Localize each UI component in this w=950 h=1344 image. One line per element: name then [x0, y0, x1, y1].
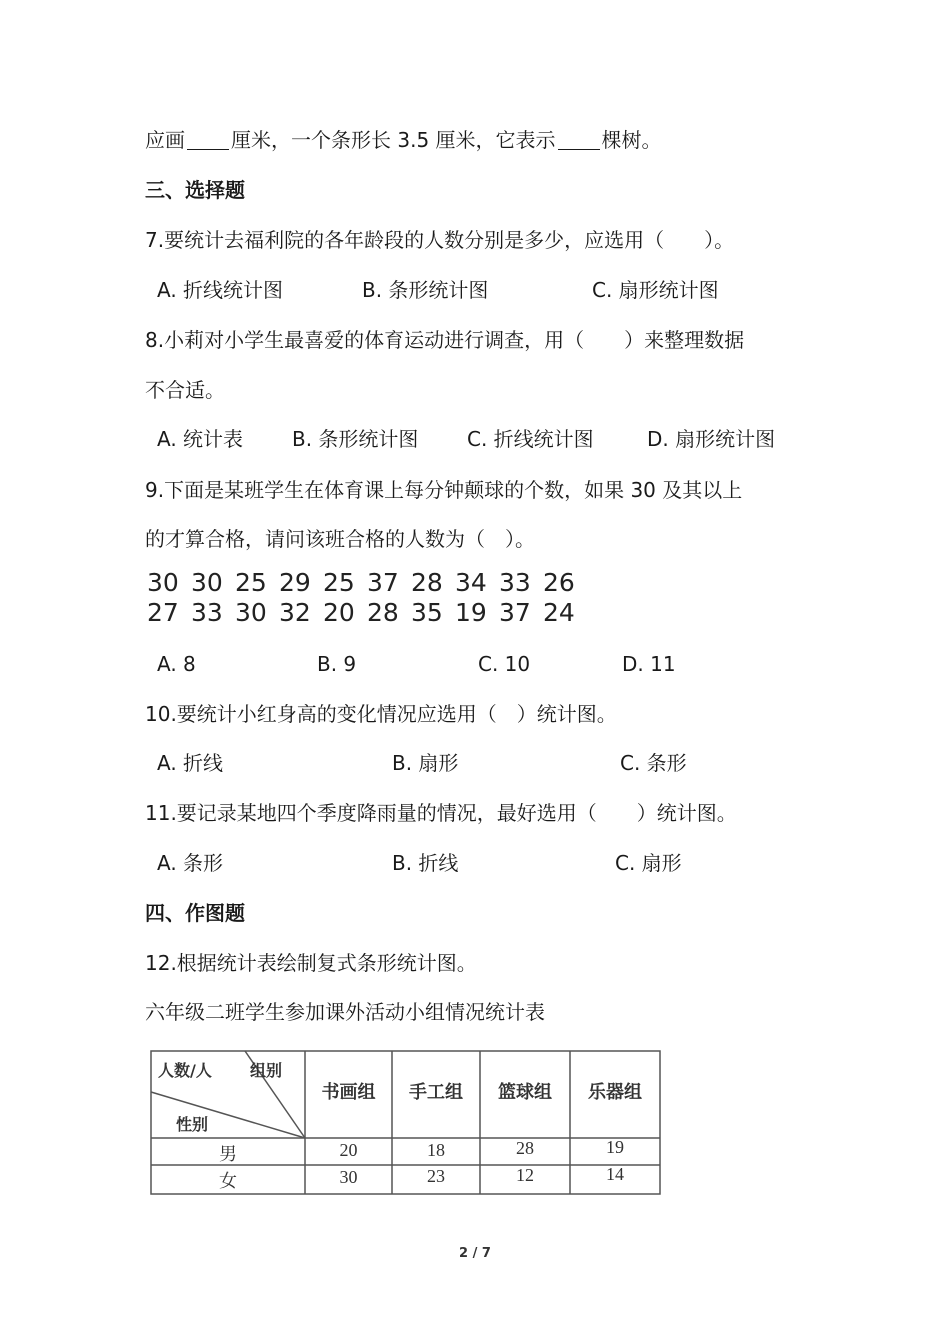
cell-male-handcraft: 18	[427, 1140, 445, 1160]
table-caption: 六年级二班学生参加课外活动小组情况统计表	[145, 1000, 545, 1024]
answer-blank-1[interactable]	[187, 129, 229, 150]
q9-text-line1: 9.下面是某班学生在体育课上每分钟颠球的个数，如果 30 及其以上	[145, 478, 743, 502]
section4-title: 四、作图题	[145, 901, 245, 925]
q8-option-a[interactable]: A. 统计表	[157, 427, 244, 451]
header-instrument: 乐器组	[588, 1082, 642, 1103]
corner-group-label: 组别	[250, 1061, 283, 1080]
corner-gender-label: 性别	[176, 1115, 209, 1134]
q11-option-a[interactable]: A. 条形	[157, 851, 224, 875]
cell-female-basketball: 12	[516, 1165, 534, 1185]
q8-option-c[interactable]: C. 折线统计图	[467, 427, 594, 451]
corner-quantity-label: 人数/人	[158, 1061, 212, 1080]
q11-option-b[interactable]: B. 折线	[392, 851, 459, 875]
cell-female-calligraphy: 30	[339, 1167, 358, 1187]
row-female-label: 女	[219, 1171, 237, 1192]
q10-option-a[interactable]: A. 折线	[157, 751, 224, 775]
q7-option-a[interactable]: A. 折线统计图	[157, 278, 284, 302]
q11-text: 11.要记录某地四个季度降雨量的情况，最好选用（ ）统计图。	[145, 801, 737, 825]
cell-female-handcraft: 23	[427, 1166, 445, 1186]
q9-option-d[interactable]: D. 11	[622, 652, 676, 676]
q8-option-b[interactable]: B. 条形统计图	[292, 427, 419, 451]
statistics-table	[150, 1050, 662, 1196]
q12-text: 12.根据统计表绘制复式条形统计图。	[145, 951, 477, 975]
header-basketball: 篮球组	[498, 1082, 552, 1103]
q9-option-c[interactable]: C. 10	[478, 652, 531, 676]
page-number: 2 / 7	[459, 1246, 491, 1261]
cell-female-instrument: 14	[606, 1164, 624, 1184]
answer-blank-2[interactable]	[558, 129, 600, 150]
cell-male-calligraphy: 20	[339, 1140, 358, 1160]
header-handcraft: 手工组	[409, 1082, 463, 1103]
row-male-label: 男	[219, 1144, 237, 1165]
q8-text-line1: 8.小莉对小学生最喜爱的体育运动进行调查，用（ ）来整理数据	[145, 328, 745, 352]
q9-option-a[interactable]: A. 8	[157, 652, 196, 676]
q11-option-c[interactable]: C. 扇形	[615, 851, 682, 875]
q7-option-b[interactable]: B. 条形统计图	[362, 278, 489, 302]
section3-title: 三、选择题	[145, 178, 245, 202]
q7-text: 7.要统计去福利院的各年龄段的人数分别是多少，应选用（ ）。	[145, 228, 735, 252]
header-calligraphy: 书画组	[321, 1082, 376, 1103]
q6-continuation: 应画 厘米，一个条形长 3.5 厘米，它表示 棵树。	[145, 128, 662, 152]
q10-option-b[interactable]: B. 扇形	[392, 751, 459, 775]
q10-text: 10.要统计小红身高的变化情况应选用（ ）统计图。	[145, 702, 617, 726]
q9-option-b[interactable]: B. 9	[317, 652, 357, 676]
q9-numbers-row1: 30 30 25 29 25 37 28 34 33 26	[147, 568, 575, 597]
q10-option-c[interactable]: C. 条形	[620, 751, 687, 775]
q8-text-line2: 不合适。	[145, 378, 225, 402]
q9-numbers-row2: 27 33 30 32 20 28 35 19 37 24	[147, 598, 575, 627]
q8-option-d[interactable]: D. 扇形统计图	[647, 427, 776, 451]
cell-male-instrument: 19	[606, 1137, 624, 1157]
q9-text-line2: 的才算合格，请问该班合格的人数为（ ）。	[145, 527, 535, 551]
q7-option-c[interactable]: C. 扇形统计图	[592, 278, 719, 302]
cell-male-basketball: 28	[516, 1138, 534, 1158]
